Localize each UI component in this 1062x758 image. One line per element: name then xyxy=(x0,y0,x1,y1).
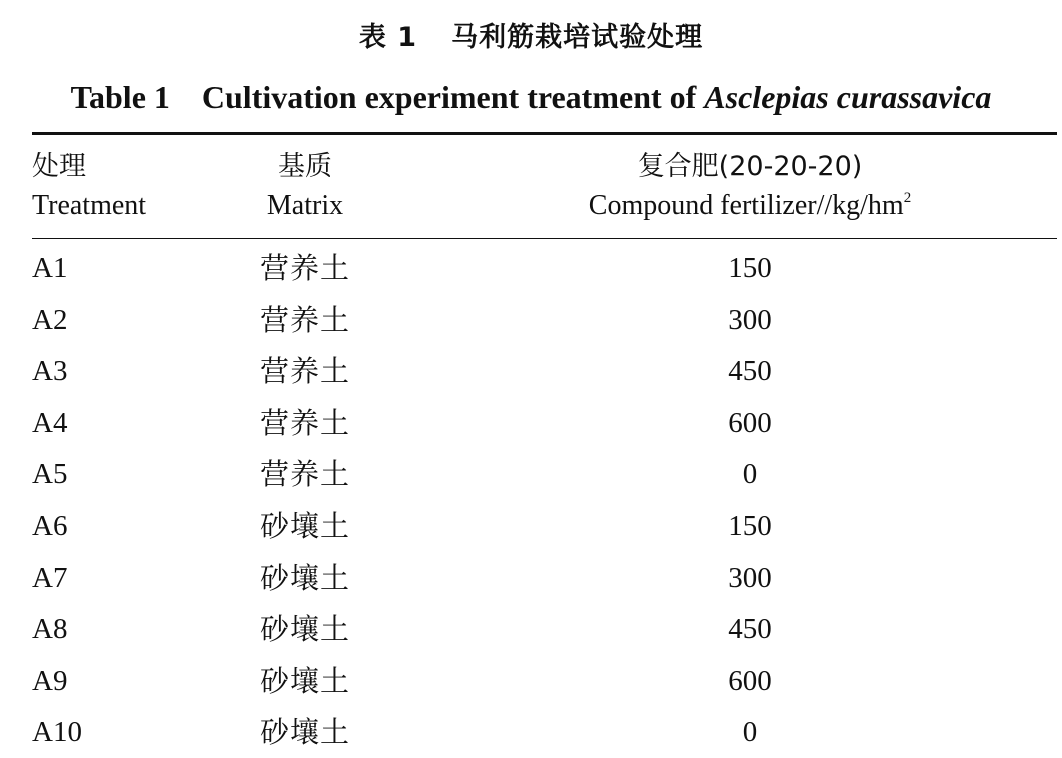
cell-matrix: 砂壤土 xyxy=(259,612,350,647)
header-fertilizer-en xyxy=(530,186,970,230)
cell-fertilizer: 150 xyxy=(728,509,772,542)
header-treatment-cn: 处理 xyxy=(32,151,86,182)
table-title-english xyxy=(0,75,1062,119)
cell-treatment: A4 xyxy=(32,406,68,439)
cell-fertilizer: 300 xyxy=(728,561,772,594)
table-row xyxy=(0,448,1062,500)
header-fertilizer-superscript: 2 xyxy=(903,190,912,206)
cell-treatment: A3 xyxy=(32,355,68,388)
header-treatment xyxy=(32,148,146,226)
cell-fertilizer: 0 xyxy=(742,716,758,749)
table-row xyxy=(0,706,1062,758)
cell-treatment: A2 xyxy=(32,303,68,336)
cell-fertilizer: 450 xyxy=(728,355,772,388)
cell-fertilizer: 0 xyxy=(742,458,758,491)
table-number-chinese: 表 1 xyxy=(358,22,418,53)
cell-matrix: 营养土 xyxy=(259,405,350,440)
table-body xyxy=(0,242,1062,758)
table-row xyxy=(0,655,1062,707)
table-row xyxy=(0,242,1062,294)
cell-matrix: 砂壤土 xyxy=(259,715,350,750)
cell-fertilizer: 150 xyxy=(728,252,772,284)
header-matrix-en: Matrix xyxy=(266,190,344,221)
cell-treatment: A7 xyxy=(32,561,68,594)
species-name: Asclepias curassavica xyxy=(704,79,992,115)
cell-treatment: A8 xyxy=(32,613,68,646)
table-header-rule xyxy=(32,238,1057,239)
table-row xyxy=(0,294,1062,346)
cell-matrix: 营养土 xyxy=(259,354,350,389)
table-title-chinese xyxy=(0,18,1062,58)
cell-treatment: A6 xyxy=(32,509,68,542)
cell-treatment: A9 xyxy=(32,664,68,697)
cell-matrix: 砂壤土 xyxy=(259,560,350,595)
cell-fertilizer: 450 xyxy=(728,613,772,646)
cell-treatment: A5 xyxy=(32,458,68,491)
cell-matrix: 砂壤土 xyxy=(259,508,350,543)
header-fertilizer-unit: Compound fertilizer//kg/hm xyxy=(588,190,904,221)
table-top-rule xyxy=(32,132,1057,135)
cell-fertilizer: 600 xyxy=(728,406,772,439)
cell-fertilizer: 600 xyxy=(728,664,772,697)
header-treatment-en: Treatment xyxy=(32,190,147,221)
table-caption-chinese: 马利筋栽培试验处理 xyxy=(451,22,704,53)
header-matrix xyxy=(210,148,400,226)
table-row xyxy=(0,500,1062,552)
table-caption-english: Cultivation experiment treatment of xyxy=(201,79,705,115)
table-row xyxy=(0,345,1062,397)
table-row xyxy=(0,552,1062,604)
cell-matrix: 营养土 xyxy=(259,302,350,337)
table-number-english: Table 1 xyxy=(70,79,170,115)
cell-matrix: 营养土 xyxy=(259,251,350,285)
cell-treatment: A10 xyxy=(32,716,82,749)
cell-matrix: 砂壤土 xyxy=(259,663,350,698)
cell-matrix: 营养土 xyxy=(259,457,350,492)
cell-fertilizer: 300 xyxy=(728,303,772,336)
cell-treatment: A1 xyxy=(32,252,68,284)
header-matrix-cn: 基质 xyxy=(278,151,332,182)
table-row xyxy=(0,603,1062,655)
header-fertilizer-cn: 复合肥(20-20-20) xyxy=(637,151,863,182)
table-row xyxy=(0,397,1062,449)
header-fertilizer xyxy=(530,148,970,230)
